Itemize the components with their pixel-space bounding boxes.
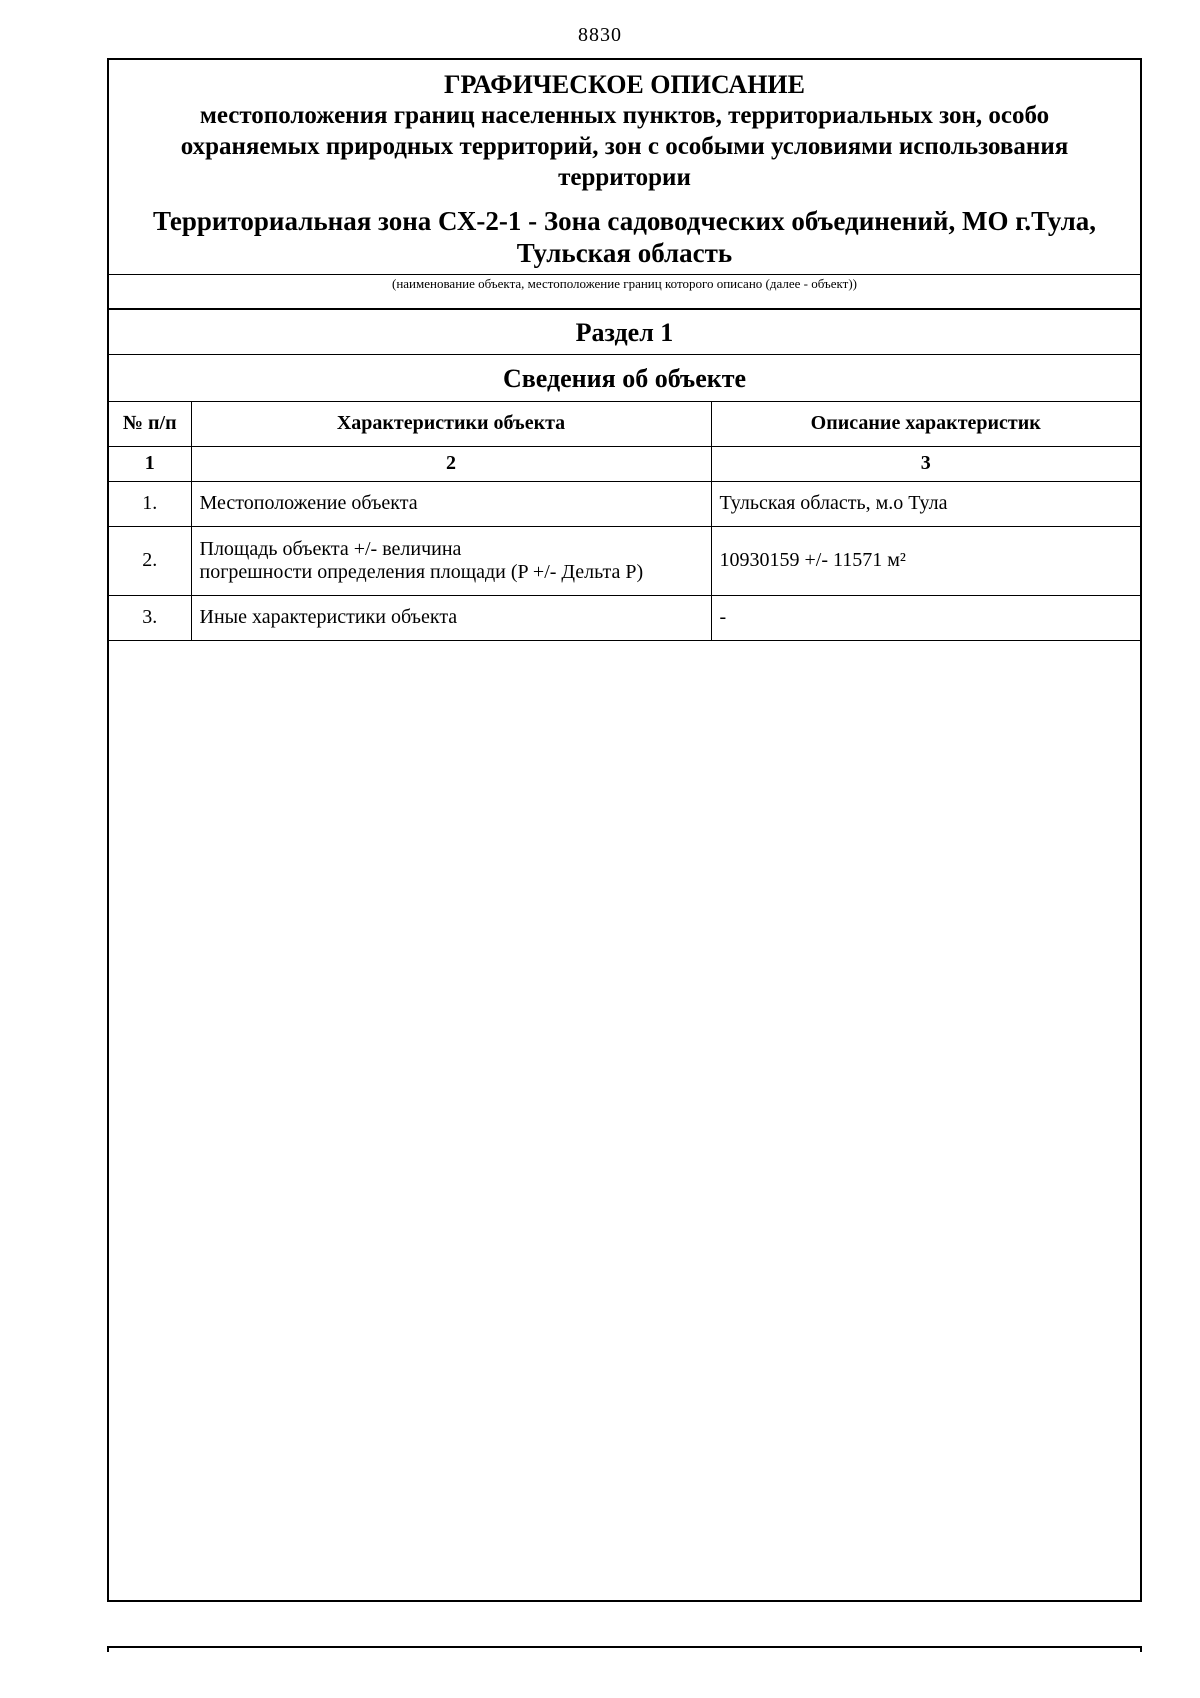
column-number: 1	[109, 446, 191, 481]
row-number: 3.	[109, 595, 191, 640]
table-header-row	[109, 402, 1140, 446]
row-characteristic	[191, 526, 711, 595]
document-frame	[107, 58, 1142, 1602]
document-title: ГРАФИЧЕСКОЕ ОПИСАНИЕ	[444, 70, 805, 99]
object-name-line: Территориальная зона СХ-2-1 - Зона садоводческих объединений, МО г.Тула,	[152, 206, 1097, 236]
characteristic-line: Местоположение объекта	[199, 492, 418, 514]
page-number: 8830	[578, 24, 622, 46]
document-subtitle	[109, 100, 1140, 193]
row-description: -	[711, 595, 1140, 640]
characteristic-line: Иные характеристики объекта	[199, 606, 458, 628]
object-info-table	[109, 402, 1140, 641]
row-characteristic	[191, 595, 711, 640]
object-name-line: Тульская область	[516, 238, 733, 268]
column-header-characteristic: Характеристики объекта	[191, 402, 711, 446]
row-number: 2.	[109, 526, 191, 595]
bottom-frame-line	[107, 1646, 1142, 1648]
row-description: Тульская область, м.о Тула	[711, 481, 1140, 526]
row-characteristic	[191, 481, 711, 526]
column-number: 2	[191, 446, 711, 481]
object-caption: (наименование объекта, местоположение границ которого описано (далее - объект))	[109, 275, 1140, 310]
row-description: 10930159 +/- 11571 м²	[711, 526, 1140, 595]
row-number: 1.	[109, 481, 191, 526]
subtitle-line: территории	[558, 164, 691, 191]
section-subtitle: Сведения об объекте	[109, 355, 1140, 402]
table-row	[109, 481, 1140, 526]
object-name	[109, 205, 1140, 269]
characteristic-line: Площадь объекта +/- величина	[199, 537, 462, 560]
column-header-number: № п/п	[109, 402, 191, 446]
column-number-row	[109, 446, 1140, 481]
title-block	[109, 60, 1140, 275]
column-header-description: Описание характеристик	[711, 402, 1140, 446]
column-number: 3	[711, 446, 1140, 481]
bottom-frame-tick	[1140, 1646, 1142, 1652]
section-title: Раздел 1	[109, 310, 1140, 355]
subtitle-line: охраняемых природных территорий, зон с особыми условиями использования	[180, 133, 1069, 160]
table-row	[109, 595, 1140, 640]
characteristic-line: погрешности определения площади (P +/- Дельта P)	[199, 560, 644, 583]
subtitle-line: местоположения границ населенных пунктов, территориальных зон, особо	[199, 102, 1050, 129]
bottom-frame-tick	[107, 1646, 109, 1652]
table-row	[109, 526, 1140, 595]
